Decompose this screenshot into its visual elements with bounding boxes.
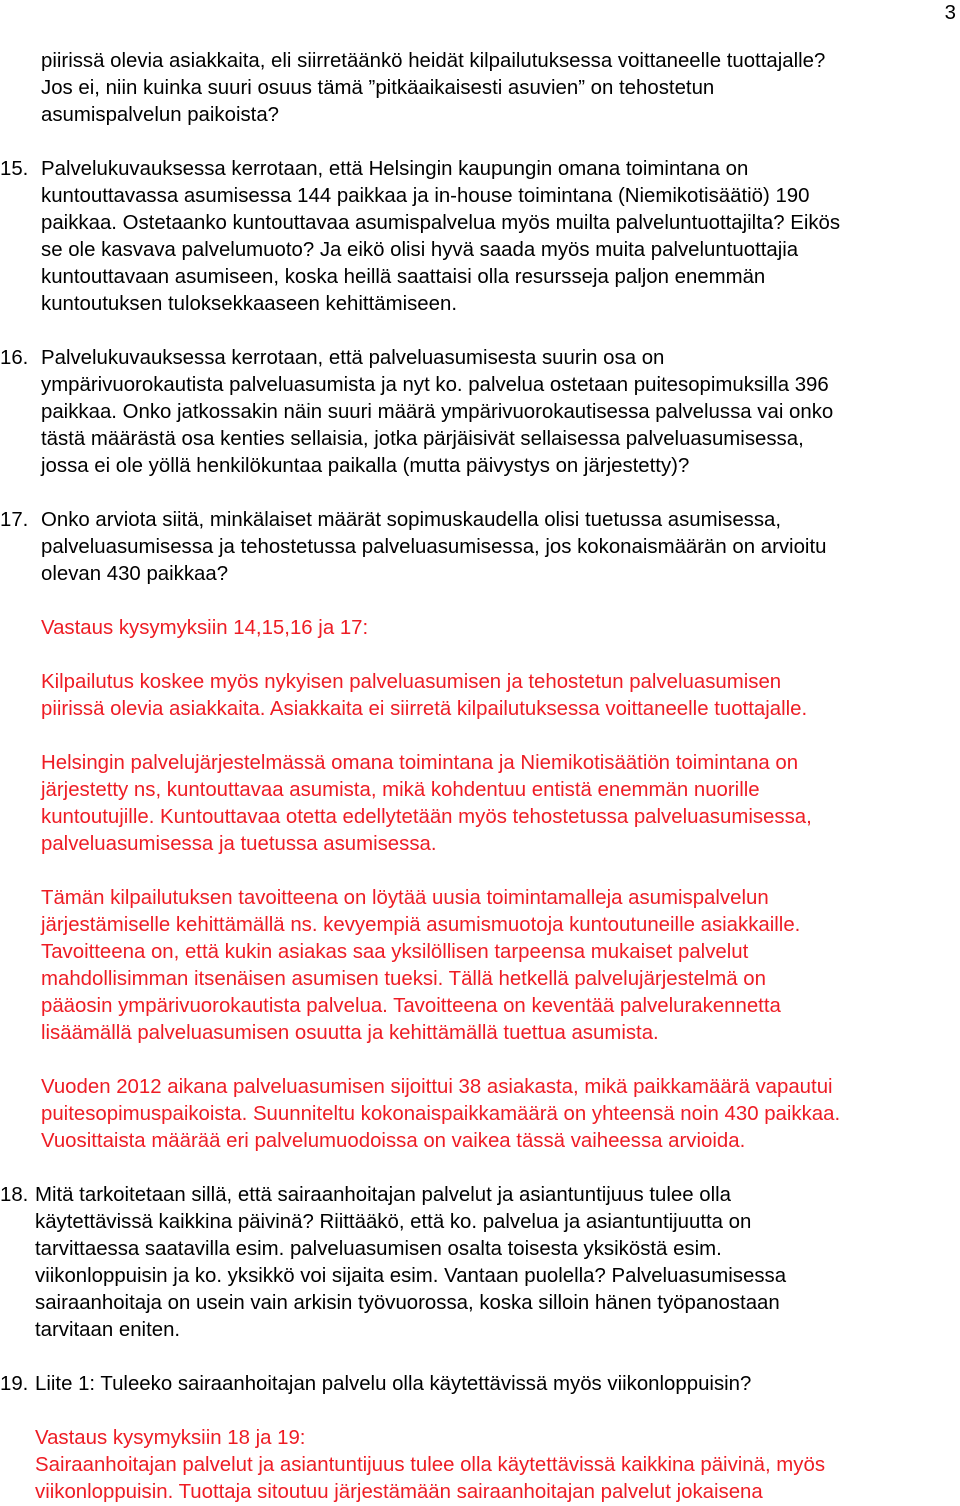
text-line: tarvitaan eniten. bbox=[35, 1319, 181, 1341]
text-line: kuntoutuksen tuloksekkaaseen kehittämiseen. bbox=[41, 293, 457, 315]
question-17 bbox=[0, 507, 960, 588]
answer-paragraph bbox=[0, 750, 960, 858]
text-line: Vuosittaista määrää eri palvelumuodoissa on vaikea tässä vaiheessa arvioida. bbox=[41, 1130, 746, 1152]
text-line: asumispalvelun paikoista? bbox=[41, 104, 280, 126]
answer-paragraph bbox=[0, 885, 960, 1047]
text-line: järjestetty ns, kuntouttavaa asumista, mikä kohdentuu entistä enemmän nuorille bbox=[41, 779, 760, 801]
text-line: Onko arviota siitä, minkälaiset määrät sopimuskaudella olisi tuetussa asumisessa, bbox=[41, 509, 782, 531]
text-line: mahdollisimman itsenäisen asumisen tueksi. Tällä hetkellä palvelujärjestelmä on bbox=[41, 968, 766, 990]
text-line: Palvelukuvauksessa kerrotaan, että palveluasumisesta suurin osa on bbox=[41, 347, 665, 369]
text-line: Sairaanhoitajan palvelut ja asiantuntijuus tulee olla käytettävissä kaikkina päivinä, myös bbox=[35, 1454, 826, 1476]
text-line: palveluasumisessa ja tuetussa asumisessa. bbox=[41, 833, 437, 855]
text-line: paikkaa. Onko jatkossakin näin suuri määrä ympärivuorokautisessa palvelussa vai onko bbox=[41, 401, 834, 423]
answer-paragraph bbox=[0, 669, 960, 723]
question-number: 15. bbox=[0, 158, 29, 180]
question-number: 19. bbox=[0, 1373, 29, 1395]
text-line: käytettävissä kaikkina päivinä? Riittääkö, että ko. palvelua ja asiantuntijuutta on bbox=[35, 1211, 752, 1233]
text-line: Kilpailutus koskee myös nykyisen palveluasumisen ja tehostetun palveluasumisen bbox=[41, 671, 782, 693]
question-16 bbox=[0, 345, 960, 480]
answer-heading-14-17 bbox=[0, 615, 960, 642]
text-line: se ole kasvava palvelumuoto? Ja eikö olisi hyvä saada myös muita palveluntuottajia bbox=[41, 239, 799, 261]
question-18 bbox=[0, 1182, 960, 1344]
text-line: tästä määrästä osa kenties sellaisia, jotka pärjäisivät sellaisessa palveluasumisessa, bbox=[41, 428, 804, 450]
text-line: piirissä olevia asiakkaita, eli siirretäänkö heidät kilpailutuksessa voittaneelle tuottajalle? bbox=[41, 50, 826, 72]
text-line: Jos ei, niin kuinka suuri osuus tämä ”pitkäaikaisesti asuvien” on tehostetun bbox=[41, 77, 715, 99]
question-number: 16. bbox=[0, 347, 29, 369]
text-line: olevan 430 paikkaa? bbox=[41, 563, 229, 585]
text-line: Palvelukuvauksessa kerrotaan, että Helsingin kaupungin omana toimintana on bbox=[41, 158, 749, 180]
text-line: pääosin ympärivuorokautista palvelua. Tavoitteena on keventää palvelurakennetta bbox=[41, 995, 781, 1017]
text-line: viikonloppuisin. Tuottaja sitoutuu järjestämään sairaanhoitajan palvelut jokaisena bbox=[35, 1481, 763, 1503]
text-line: Vuoden 2012 aikana palveluasumisen sijoittui 38 asiakasta, mikä paikkamäärä vapautui bbox=[41, 1076, 833, 1098]
question-19 bbox=[0, 1371, 960, 1398]
text-line: lisäämällä palveluasumisen osuutta ja kehittämällä tuettua asumista. bbox=[41, 1022, 659, 1044]
text-line: Mitä tarkoitetaan sillä, että sairaanhoitajan palvelut ja asiantuntijuus tulee olla bbox=[35, 1184, 731, 1206]
text-line: Liite 1: Tuleeko sairaanhoitajan palvelu olla käytettävissä myös viikonloppuisin? bbox=[35, 1373, 752, 1395]
text-line: Tämän kilpailutuksen tavoitteena on löytää uusia toimintamalleja asumispalvelun bbox=[41, 887, 769, 909]
document-body bbox=[0, 48, 960, 1506]
question-number: 17. bbox=[0, 509, 29, 531]
text-line: Helsingin palvelujärjestelmässä omana toimintana ja Niemikotisäätiön toimintana on bbox=[41, 752, 799, 774]
intro-paragraph bbox=[0, 48, 960, 129]
text-line: tarvittaessa saatavilla esim. palveluasumisen osalta toisesta yksiköstä esim. bbox=[35, 1238, 722, 1260]
text-line: sairaanhoitaja on usein vain arkisin työvuorossa, koska silloin hänen työpanostaan bbox=[35, 1292, 780, 1314]
text-line: piirissä olevia asiakkaita. Asiakkaita ei siirretä kilpailutuksessa voittaneelle tuottajalle. bbox=[41, 698, 808, 720]
text-line: jossa ei ole yöllä henkilökuntaa paikalla (mutta päivystys on järjestetty)? bbox=[41, 455, 690, 477]
text-line: viikonloppuisin ja ko. yksikkö voi sijaita esim. Vantaan puolella? Palveluasumisessa bbox=[35, 1265, 787, 1287]
text-line: puitesopimuspaikoista. Suunniteltu kokonaispaikkamäärä on yhteensä noin 430 paikkaa. bbox=[41, 1103, 841, 1125]
page-number: 3 bbox=[944, 2, 956, 24]
text-line: palveluasumisessa ja tehostetussa palveluasumisessa, jos kokonaismäärän on arvioitu bbox=[41, 536, 827, 558]
text-line: paikkaa. Ostetaanko kuntouttavaa asumispalvelua myös muilta palveluntuottajilta? Eikös bbox=[41, 212, 841, 234]
question-15 bbox=[0, 156, 960, 318]
text-line: Tavoitteena on, että kukin asiakas saa yksilöllisen tarpeensa mukaiset palvelut bbox=[41, 941, 749, 963]
text-line: järjestämiselle kehittämällä ns. kevyempiä asumismuotoja kuntoutuneille asiakkaille. bbox=[41, 914, 801, 936]
answer-paragraph bbox=[0, 1074, 960, 1155]
answer-heading: Vastaus kysymyksiin 18 ja 19: bbox=[35, 1427, 306, 1449]
answer-section-18-19 bbox=[0, 1425, 960, 1506]
text-line: kuntouttavaan asumiseen, koska heillä saattaisi olla resursseja paljon enemmän bbox=[41, 266, 766, 288]
text-line: kuntoutujille. Kuntouttavaa otetta edellytetään myös tehostetussa palveluasumisessa, bbox=[41, 806, 812, 828]
text-line: ympärivuorokautista palveluasumista ja nyt ko. palvelua ostetaan puitesopimuksilla 396 bbox=[41, 374, 829, 396]
answer-heading: Vastaus kysymyksiin 14,15,16 ja 17: bbox=[41, 617, 369, 639]
question-number: 18. bbox=[0, 1184, 29, 1206]
text-line: kuntouttavassa asumisessa 144 paikkaa ja in-house toimintana (Niemikotisäätiö) 190 bbox=[41, 185, 810, 207]
